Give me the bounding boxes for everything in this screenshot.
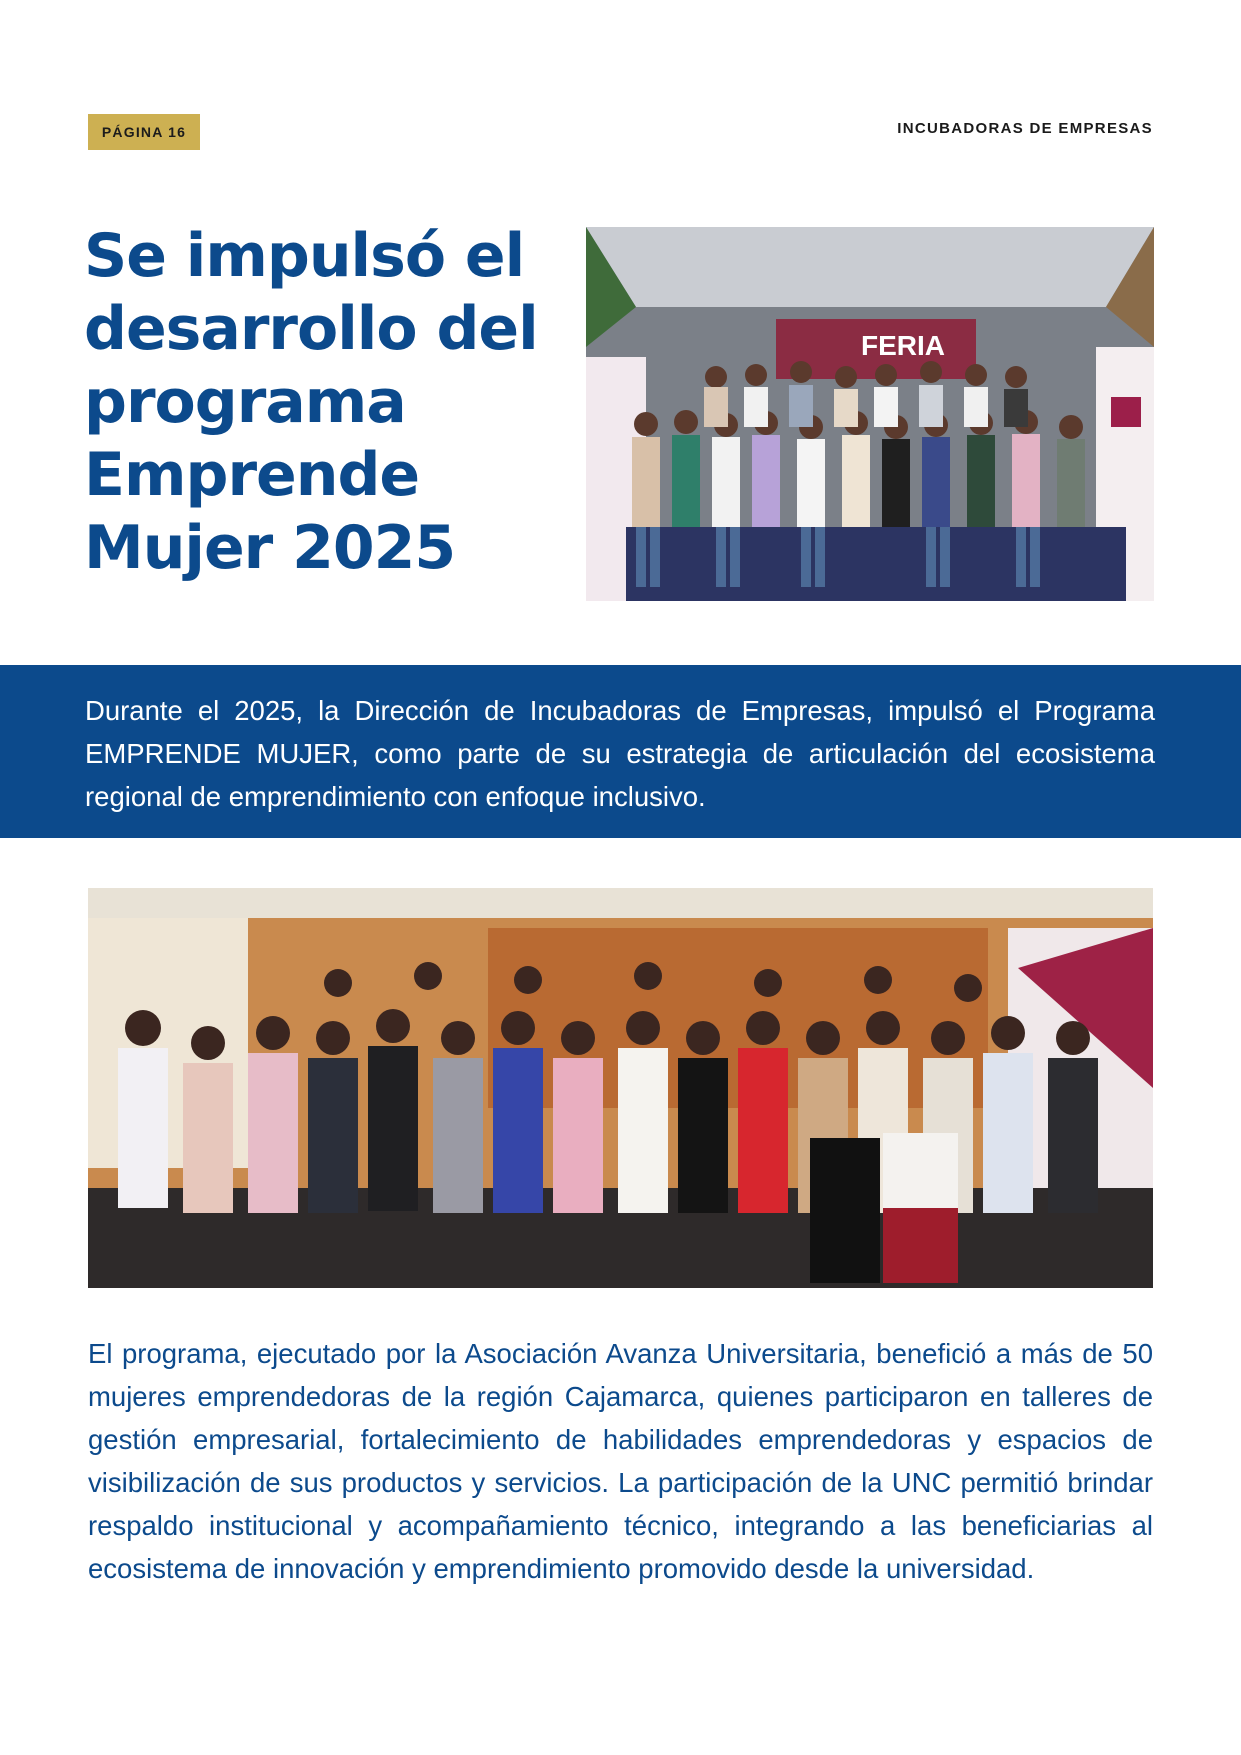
body-paragraph: El programa, ejecutado por la Asociación Avanza Universitaria, benefició a más de 50 mujeres emprendedoras de la región Cajamarca, quienes participaron en talleres de gestión empresarial, fortalecimiento de habilidades emprendedoras y espacios de visibilización de sus productos y servicios. La participación de la UNC permitió brindar respaldo institucional y acompañamiento técnico, integrando a las beneficiarias al ecosistema de innovación y emprendimiento promovido desde la universidad.: [88, 1338, 1153, 1584]
fair-group-photo: [586, 227, 1154, 601]
workshop-group-photo: [88, 888, 1153, 1288]
section-label: INCUBADORAS DE EMPRESAS: [897, 120, 1153, 137]
page-number-badge: PÁGINA 16: [88, 114, 200, 150]
intro-paragraph: Durante el 2025, la Dirección de Incubadoras de Empresas, impulsó el Programa EMPRENDE MUJER, como parte de su estrategia de articulación del ecosistema regional de emprendimiento con enfoque inclusivo.: [85, 695, 1155, 812]
feria-banner-text: FERIA: [861, 330, 945, 361]
intro-banner: [0, 665, 1241, 838]
article-headline: Se impulsó el desarrollo del programa Emprende Mujer 2025: [84, 221, 538, 583]
